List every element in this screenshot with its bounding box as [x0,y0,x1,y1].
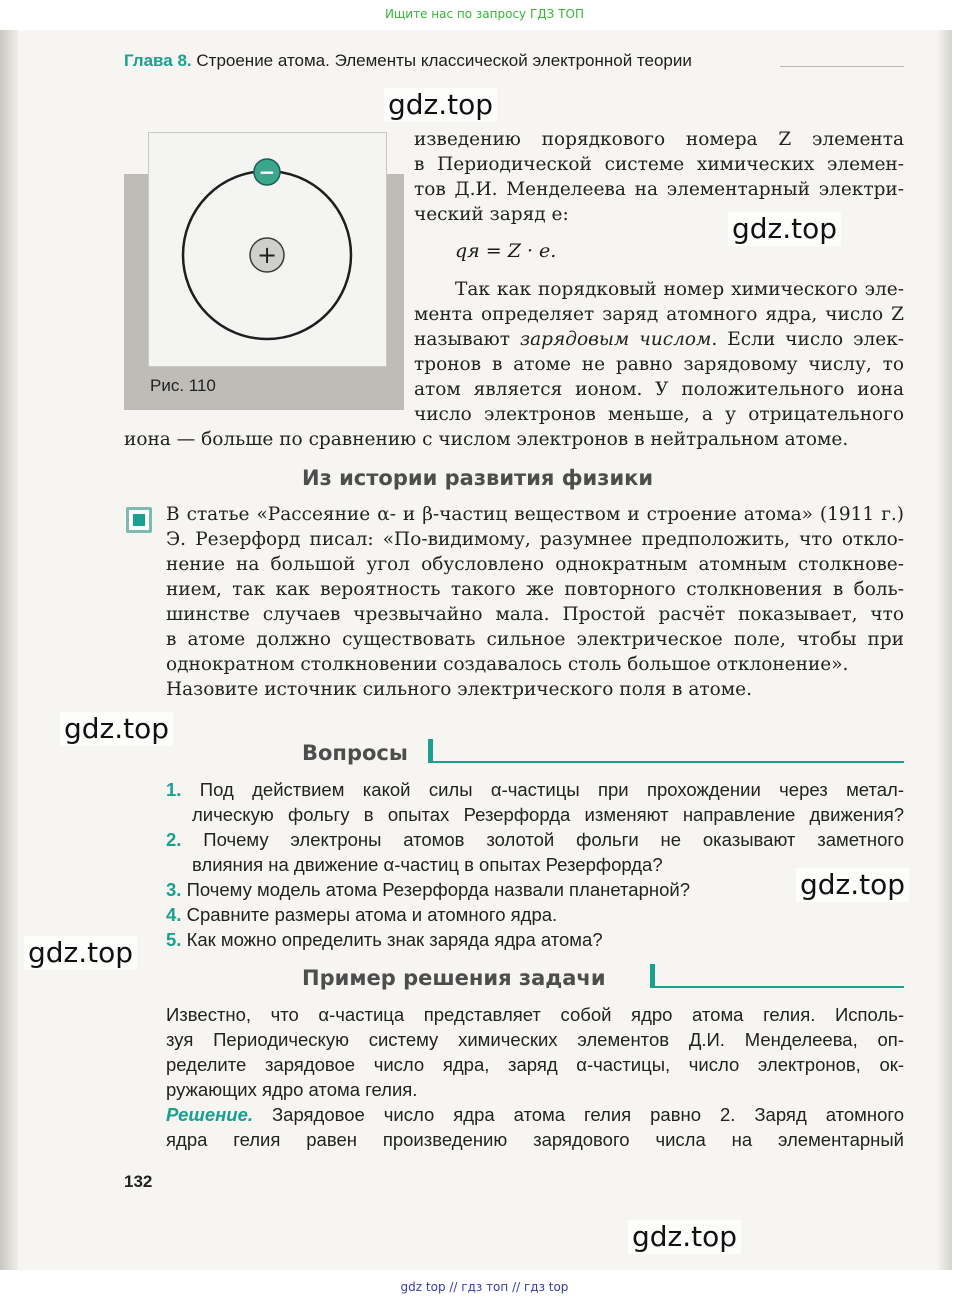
question-number: 3. [166,879,182,900]
text-line: Так как порядковый номер химического эле- [455,279,904,300]
text-line: число электронов меньше, а у отрицательного [414,404,904,425]
history-heading: Из истории развития физики [302,466,654,490]
history-line: однократном столкновении создавалось столь большое отклонение». [166,654,849,675]
history-line: нием, так как вероятность такого же повторного столкновения в боль- [166,579,904,600]
atom-diagram [149,133,386,366]
solution-line: ядра гелия равен произведению зарядового числа на элементарный [166,1129,904,1150]
watermark: gdz.top [728,212,841,246]
page-number: 132 [124,1172,153,1191]
history-line: в атоме должно существовать сильное электрическое поле, чтобы при [166,629,904,650]
question-4 [166,902,557,927]
example-line: ружающих ядро атома гелия. [166,1079,418,1100]
top-banner[interactable]: Ищите нас по запросу ГДЗ ТОП [385,7,584,21]
question-number: 4. [166,904,182,925]
text-line: в Периодической системе химических элемен- [414,154,904,175]
charge-formula: qя = Z · e. [455,240,557,262]
question-text: Под действием какой силы α-частицы при прохождении через метал- [199,779,904,800]
question-text: Сравните размеры атома и атомного ядра. [186,904,558,925]
watermark: gdz.top [384,88,497,122]
page-spine [0,30,18,1270]
question-number: 5. [166,929,182,950]
questions-heading-rule [428,761,904,763]
history-line: В статье «Рассеяние α- и β-частиц веществом и строение атома» (1911 г.) [166,504,904,525]
questions-heading-bar [428,739,433,763]
chapter-title: Строение атома. Элементы классической электронной теории [196,51,692,70]
nucleus-sign: + [256,241,278,269]
watermark: gdz.top [628,1220,741,1254]
history-marker-core [133,514,145,526]
example-heading: Пример решения задачи [302,966,606,990]
history-line: Э. Резерфорд писал: «По-видимому, разумнее предположить, что откло- [166,529,904,550]
question-number: 1. [166,779,182,800]
watermark: gdz.top [796,868,909,902]
text-line: атом является ионом. У положительного иона [414,379,904,400]
example-heading-bar [650,964,655,988]
question-text: Почему электроны атомов золотой фольги не оказывают заметного [203,829,905,850]
text-line: тронов в атоме не равно зарядовому числу, то [414,354,904,375]
example-heading-rule [650,986,904,988]
history-line: Назовите источник сильного электрического поля в атоме. [166,679,752,700]
figure-caption: Рис. 110 [150,376,216,395]
watermark: gdz.top [60,712,173,746]
question-1-cont: лическую фольгу в опытах Резерфорда изменяют направление движения? [192,804,904,825]
text-fragment: . Если число элек- [711,329,905,350]
question-1 [166,777,904,802]
question-2-cont: влияния на движение α-частиц в опытах Резерфорда? [192,854,663,875]
watermark: gdz.top [24,936,137,970]
text-line: тов Д.И. Менделеева на элементарный электри- [414,179,904,200]
question-text: Почему модель атома Резерфорда назвали планетарной? [186,879,691,900]
solution-text: Зарядовое число ядра атома гелия равно 2. Заряд атомного [253,1104,904,1125]
example-line: зуя Периодическую систему химических элементов Д.И. Менделеева, оп- [166,1029,904,1050]
question-5 [166,927,603,952]
page-edge [938,30,952,1270]
solution-label: Решение. [166,1104,254,1125]
figure-atom-model [148,132,387,367]
question-3 [166,877,690,902]
text-line: изведению порядкового номера Z элемента [414,129,904,150]
text-line-with-term [414,327,904,352]
text-line: ческий заряд e: [414,204,569,225]
bottom-banner[interactable]: gdz top // гдз топ // гдз top [400,1280,569,1294]
chapter-header [124,51,904,71]
text-line: мента определяет заряд атомного ядра, число Z [414,304,904,325]
chapter-label: Глава 8. [124,51,192,70]
question-number: 2. [166,829,182,850]
example-line: ределите зарядовое число ядра, заряд α-частицы, число электронов, ок- [166,1054,904,1075]
history-line: шинстве случаев чрезвычайно мала. Простой расчёт показывает, что [166,604,904,625]
example-line: Известно, что α-частица представляет собой ядро атома гелия. Исполь- [166,1004,904,1025]
text-fragment: называют [414,329,521,350]
electron-sign: − [258,160,276,184]
question-2 [166,827,904,852]
question-text: Как можно определить знак заряда ядра атома? [186,929,603,950]
history-line: нение на большой угол обусловлено однократным атомным столкнове- [166,554,904,575]
questions-heading: Вопросы [302,741,408,765]
text-line: иона — больше по сравнению с числом электронов в нейтральном атоме. [124,429,849,450]
solution-line [166,1102,904,1127]
header-rule [780,66,904,67]
term-charge-number: зарядовым числом [520,329,712,350]
